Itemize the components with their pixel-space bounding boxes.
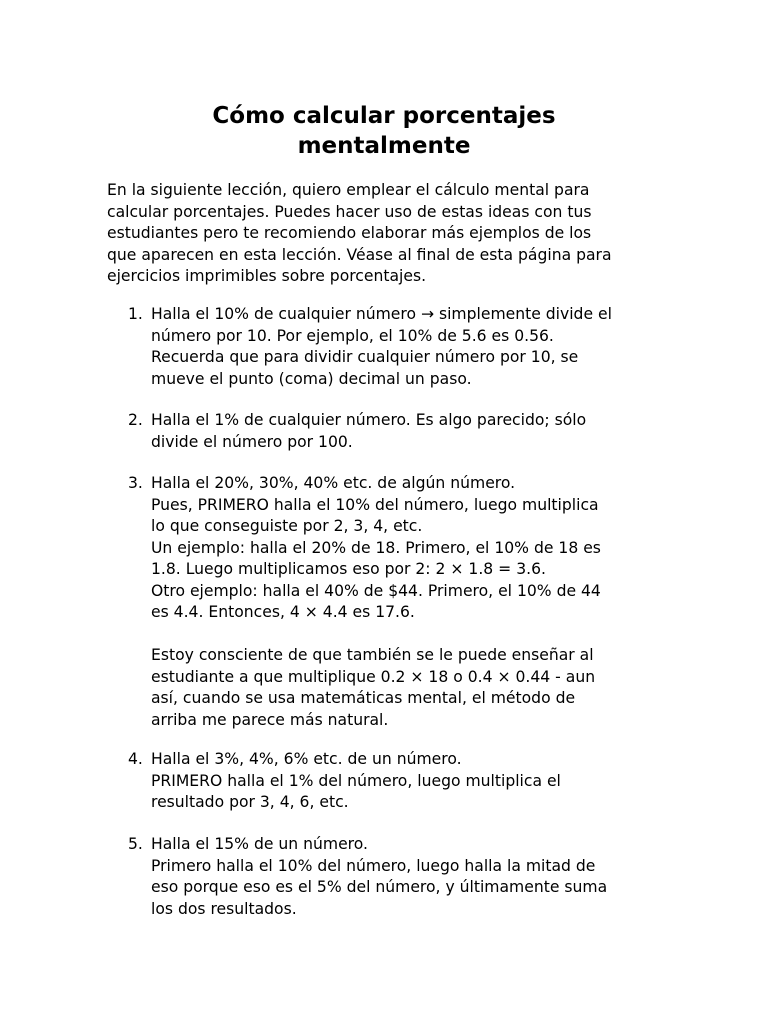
item-body [151,749,671,814]
item-line: Halla el 3%, 4%, 6% etc. de un número. [151,750,462,768]
item-number: 3. [128,474,143,492]
intro-paragraph [107,180,667,288]
intro-line: estudiantes pero te recomiendo elaborar más ejemplos de los [107,224,592,242]
item-line: Halla el 15% de un número. [151,835,368,853]
item-body [151,304,671,390]
page-title [0,101,768,161]
item-line: Halla el 10% de cualquier número → simplemente divide el [151,305,612,323]
item-number: 5. [128,835,143,853]
title-line: mentalmente [297,133,471,159]
note-line: así, cuando se usa matemáticas mental, el método de [151,689,576,707]
item-line: resultado por 3, 4, 6, etc. [151,793,349,811]
note-line: arriba me parece más natural. [151,710,389,729]
note-line: estudiante a que multiplique 0.2 × 18 o 0.4 × 0.44 - aun [151,667,596,686]
item-line: Halla el 1% de cualquier número. Es algo parecido; sólo [151,411,587,429]
item-line: Otro ejemplo: halla el 40% de $44. Primero, el 10% de 44 [151,581,601,600]
item-line: Pues, PRIMERO halla el 10% del número, luego multiplica [151,495,599,514]
title-line: Cómo calcular porcentajes [212,103,556,129]
item-line: eso porque eso es el 5% del número, y últimamente suma [151,878,608,896]
item-line: Halla el 20%, 30%, 40% etc. de algún número. [151,474,516,492]
item-line: Recuerda que para dividir cualquier número por 10, se [151,348,579,366]
intro-line: que aparecen en esta lección. Véase al final de esta página para [107,245,612,264]
intro-line: calcular porcentajes. Puedes hacer uso de estas ideas con tus [107,202,592,221]
note-line: Estoy consciente de que también se le puede enseñar al [151,646,594,664]
item-line: Primero halla el 10% del número, luego halla la mitad de [151,856,596,875]
paragraph-gap [151,624,671,646]
item-line: 1.8. Luego multiplicamos eso por 2: 2 × 1.8 = 3.6. [151,560,546,578]
item-number: 1. [128,305,143,323]
item-line: PRIMERO halla el 1% del número, luego multiplica el [151,771,561,790]
item-line: divide el número por 100. [151,432,353,451]
intro-line: En la siguiente lección, quiero emplear el cálculo mental para [107,181,590,199]
item-number: 4. [128,750,143,768]
item-number: 2. [128,411,143,429]
intro-line: ejercicios imprimibles sobre porcentajes. [107,267,427,285]
item-line: es 4.4. Entonces, 4 × 4.4 es 17.6. [151,603,415,621]
item-line: lo que conseguiste por 2, 3, 4, etc. [151,517,423,535]
item-line: mueve el punto (coma) decimal un paso. [151,369,472,388]
item-line: Un ejemplo: halla el 20% de 18. Primero, el 10% de 18 es [151,538,601,557]
item-body [151,834,671,920]
item-line: número por 10. Por ejemplo, el 10% de 5.6 es 0.56. [151,326,554,345]
item-body [151,473,671,731]
item-line: los dos resultados. [151,899,297,918]
item-body [151,410,671,453]
